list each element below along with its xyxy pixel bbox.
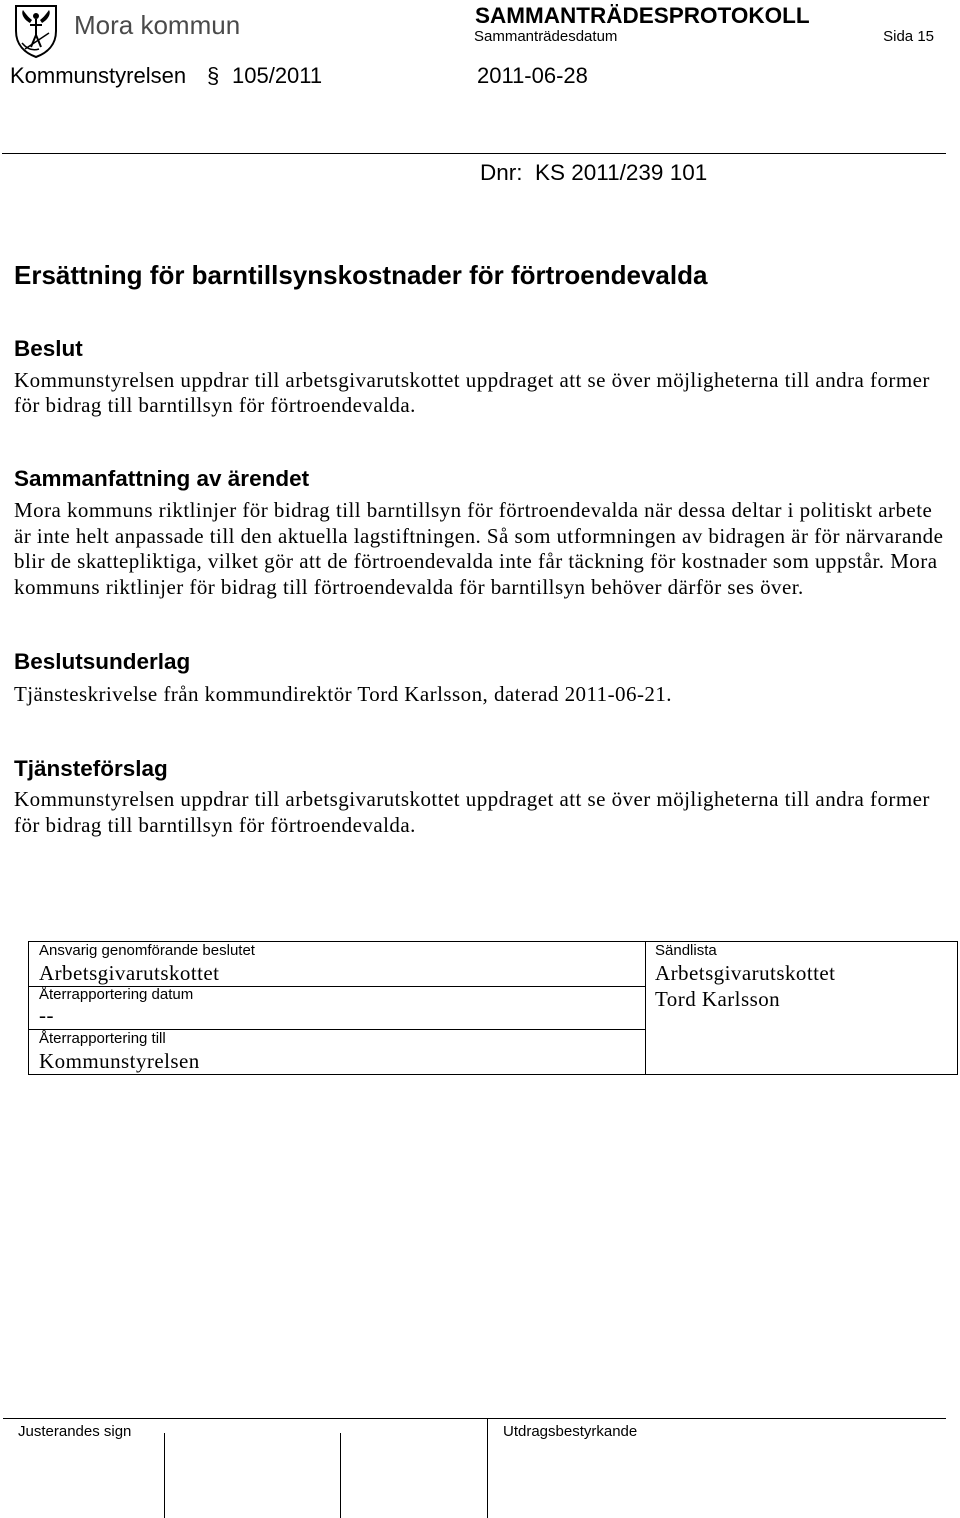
signature-label: Justerandes sign [18, 1423, 132, 1440]
report-date-label: Återrapportering datum [39, 986, 194, 1003]
signature-box-divider [340, 1433, 341, 1518]
header-divider [2, 153, 946, 154]
report-to-label: Återrapportering till [39, 1030, 166, 1047]
responsible-value: Arbetsgivarutskottet [39, 961, 220, 985]
document-type: SAMMANTRÄDESPROTOKOLL [475, 3, 810, 28]
paragraph-line: är inte helt anpassade till den aktuella lagstiftningen. Så som utformningen av bidragen är för närvarande [14, 524, 944, 548]
paragraph-number: 105/2011 [232, 63, 323, 88]
report-to-value: Kommunstyrelsen [39, 1049, 200, 1073]
paragraph-line: för bidrag till barntillsyn för förtroendevalda. [14, 393, 416, 417]
responsible-label: Ansvarig genomförande beslutet [39, 942, 255, 959]
paragraph-line: blir de skattepliktiga, vilket gör att de förtroendevalda inte får täckning för kostnader som uppstår. Mora [14, 549, 938, 573]
distribution-item: Tord Karlsson [655, 987, 781, 1011]
committee-name: Kommunstyrelsen [10, 63, 187, 88]
meeting-date-label: Sammanträdesdatum [474, 28, 618, 45]
distribution-item: Arbetsgivarutskottet [655, 961, 836, 985]
paragraph-line: Kommunstyrelsen uppdrar till arbetsgivarutskottet uppdraget att se över möjligheterna till andra former [14, 368, 930, 392]
signature-box-divider [164, 1433, 165, 1518]
municipality-name: Mora kommun [74, 10, 241, 40]
paragraph-line: Kommunstyrelsen uppdrar till arbetsgivarutskottet uppdraget att se över möjligheterna till andra former [14, 787, 930, 811]
meeting-date: 2011-06-28 [477, 63, 588, 88]
extract-certification-label: Utdragsbestyrkande [503, 1423, 638, 1440]
page-number: Sida 15 [883, 28, 934, 45]
case-number: KS 2011/239 101 [535, 160, 708, 185]
paragraph-line: för bidrag till barntillsyn för förtroendevalda. [14, 813, 416, 837]
footer-divider [3, 1418, 946, 1419]
paragraph-line: kommuns riktlinjer för bidrag till förtroendevalda för barntillsyn behöver därför ses över. [14, 575, 804, 599]
paragraph-line: Mora kommuns riktlinjer för bidrag till barntillsyn för förtroendevalda när dessa deltar i politiskt arbete [14, 498, 933, 522]
page-title: Ersättning för barntillsynskostnader för förtroendevalda [14, 260, 708, 290]
mora-coat-of-arms-logo [13, 3, 59, 59]
distribution-label: Sändlista [655, 942, 717, 959]
table-column-divider [645, 941, 646, 1075]
report-date-value: -- [39, 1003, 54, 1027]
section-heading-decision: Beslut [14, 336, 83, 361]
case-number-label: Dnr: [480, 160, 523, 185]
footer-column-divider [487, 1418, 488, 1518]
section-heading-basis: Beslutsunderlag [14, 649, 191, 674]
section-heading-proposal: Tjänsteförslag [14, 756, 168, 781]
section-sign: § [207, 63, 220, 88]
paragraph-line: Tjänsteskrivelse från kommundirektör Tord Karlsson, daterad 2011-06-21. [14, 682, 672, 706]
section-heading-summary: Sammanfattning av ärendet [14, 466, 310, 491]
